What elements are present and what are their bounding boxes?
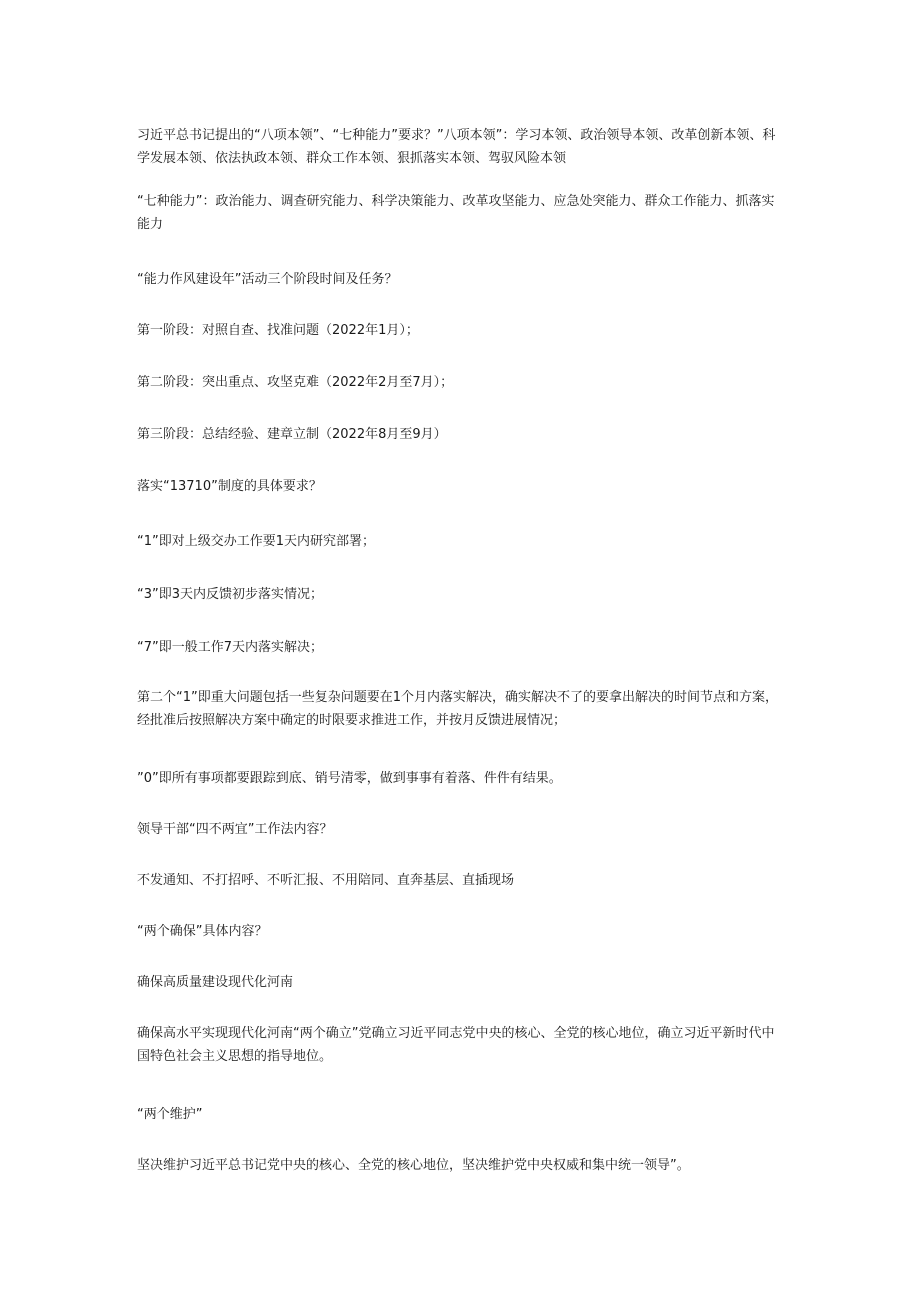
paragraph-question-two-ensures: “两个确保”具体内容？ — [137, 924, 268, 939]
paragraph-stage-two: 第二阶段：突出重点、攻坚克难（2022年2月至7月）； — [137, 375, 454, 390]
paragraph-question-stages: “能力作风建设年”活动三个阶段时间及任务？ — [137, 272, 398, 287]
paragraph-two-safeguards-heading: “两个维护” — [137, 1107, 203, 1122]
paragraph-rule-3: “3”即3天内反馈初步落实情况； — [137, 587, 324, 602]
paragraph-question-four-two: 领导干部“四不两宜”工作法内容？ — [137, 822, 333, 837]
paragraph-ensure-two: 确保高水平实现现代化河南“两个确立”党确立习近平同志党中央的核心、全党的核心地位，确立习近平新时代中国特色社会主义思想的指导地位。 — [137, 1026, 775, 1064]
paragraph-rule-0: ”0”即所有事项都要跟踪到底、销号清零，做到事事有着落、件件有结果。 — [137, 771, 562, 786]
paragraph-question-13710: 落实“13710”制度的具体要求？ — [137, 479, 322, 494]
paragraph-seven-abilities: “七种能力”：政治能力、调查研究能力、科学决策能力、改革攻坚能力、应急处突能力、群众工作能力、抓落实能力 — [137, 194, 775, 232]
paragraph-stage-one: 第一阶段：对照自查、找准问题（2022年1月）； — [137, 323, 419, 338]
paragraph-rule-1: “1”即对上级交办工作要1天内研究部署； — [137, 534, 376, 549]
paragraph-stage-three: 第三阶段：总结经验、建章立制（2022年8月至9月） — [137, 427, 447, 442]
paragraph-two-safeguards-content: 坚决维护习近平总书记党中央的核心、全党的核心地位，坚决维护党中央权威和集中统一领导”。 — [137, 1158, 690, 1173]
paragraph-rule-second-1: 第二个“1”即重大问题包括一些复杂问题要在1个月内落实解决，确实解决不了的要拿出解决的时间节点和方案，经批准后按照解决方案中确定的时限要求推进工作，并按月反馈进展情况； — [137, 690, 779, 728]
paragraph-rule-7: “7”即一般工作7天内落实解决； — [137, 640, 324, 655]
paragraph-four-two-content: 不发通知、不打招呼、不听汇报、不用陪同、直奔基层、直插现场 — [137, 873, 515, 888]
paragraph-ensure-one: 确保高质量建设现代化河南 — [137, 975, 294, 990]
paragraph-eight-skills: 习近平总书记提出的“八项本领”、“七种能力”要求？”八项本领”：学习本领、政治领导本领、改革创新本领、科学发展本领、依法执政本领、群众工作本领、狠抓落实本领、驾驭风险本领 — [137, 128, 776, 166]
